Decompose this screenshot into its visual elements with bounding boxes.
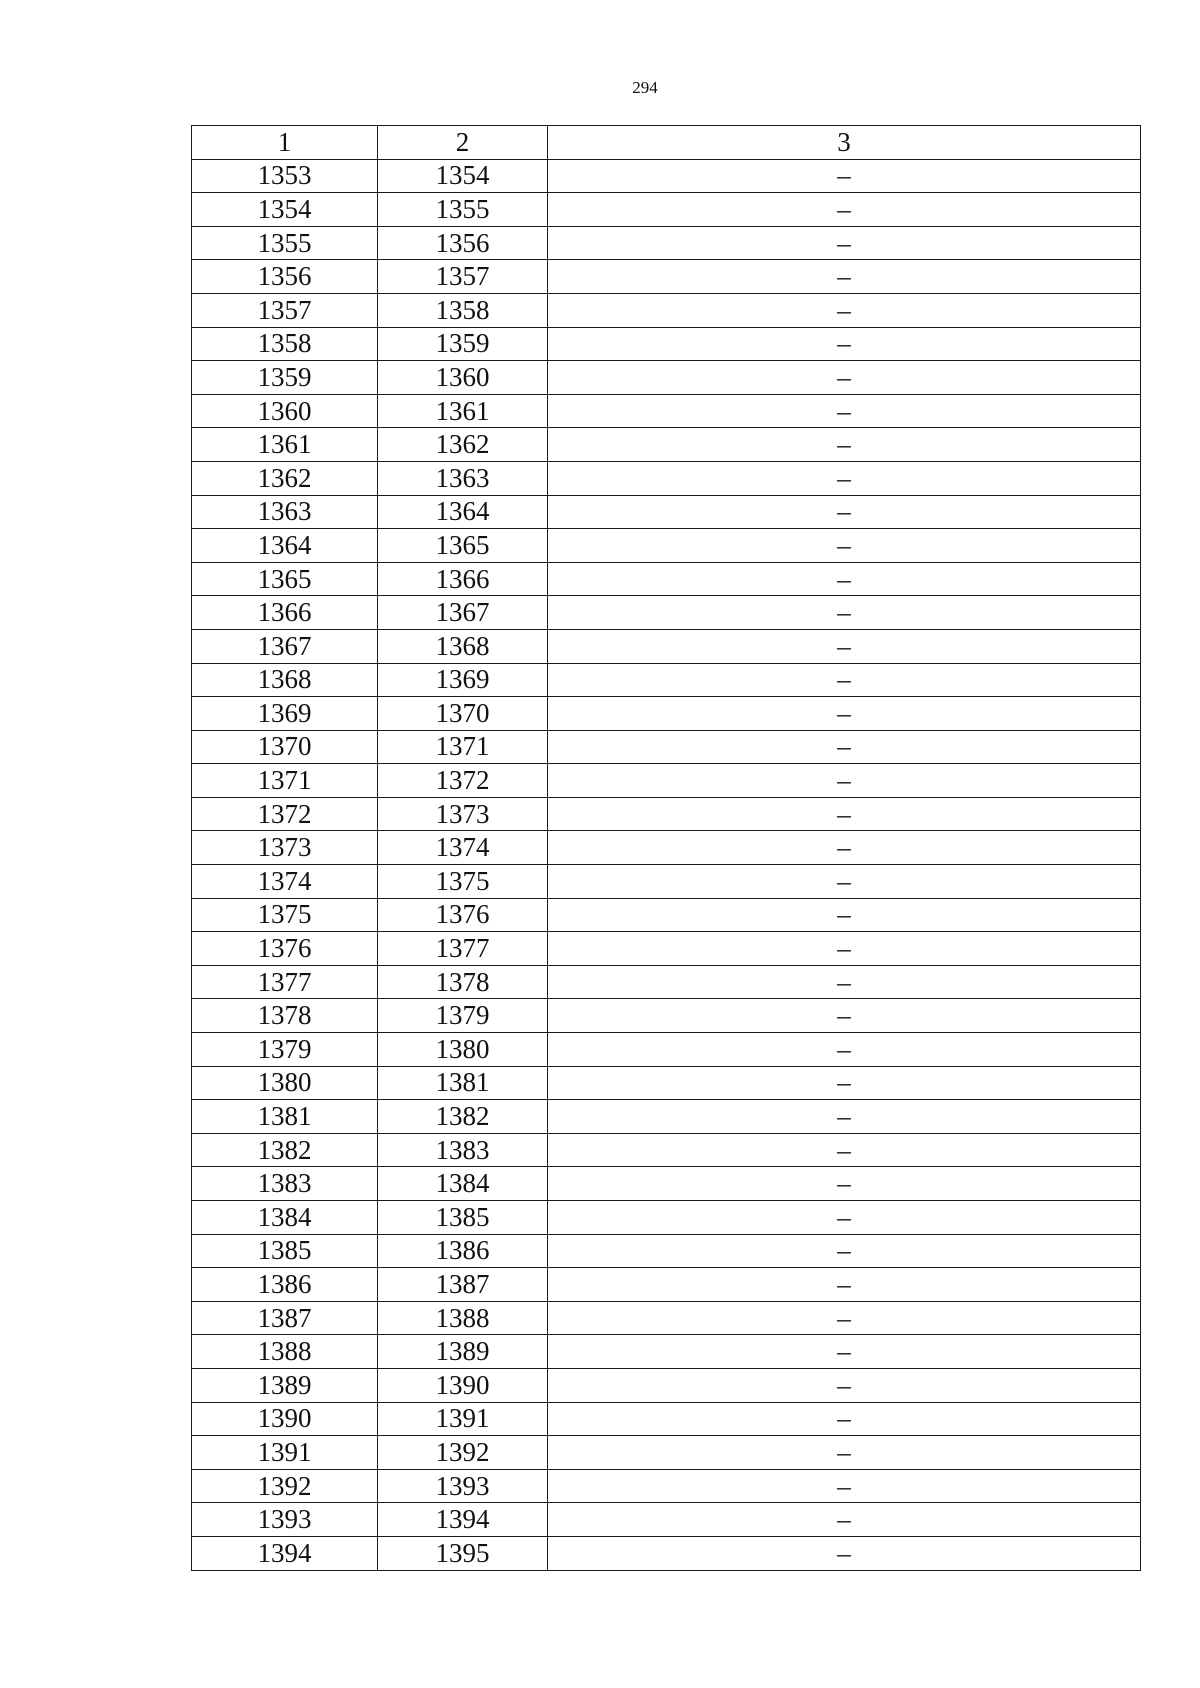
table-cell-col-1: 1363 xyxy=(192,495,378,529)
table-cell-col-3: – xyxy=(548,1436,1141,1470)
table-cell-col-2: 1394 xyxy=(378,1503,548,1537)
table-cell-col-3: – xyxy=(548,159,1141,193)
table-row xyxy=(192,159,1141,193)
table-cell-col-3: – xyxy=(548,260,1141,294)
table-cell-col-2: 1380 xyxy=(378,1033,548,1067)
table-row xyxy=(192,1335,1141,1369)
table-cell-col-2: 1359 xyxy=(378,327,548,361)
table-row xyxy=(192,495,1141,529)
table-cell-col-2: 1383 xyxy=(378,1133,548,1167)
table-cell-col-1: 1372 xyxy=(192,797,378,831)
table-cell-col-1: 1382 xyxy=(192,1133,378,1167)
table-row xyxy=(192,1201,1141,1235)
table-cell-col-3: – xyxy=(548,1167,1141,1201)
table-row xyxy=(192,293,1141,327)
table-cell-col-2: 1364 xyxy=(378,495,548,529)
table-cell-col-1: 1394 xyxy=(192,1536,378,1570)
table-cell-col-1: 1362 xyxy=(192,461,378,495)
table-row xyxy=(192,865,1141,899)
table-cell-col-2: 1370 xyxy=(378,697,548,731)
table-cell-col-3: – xyxy=(548,865,1141,899)
table-cell-col-3: – xyxy=(548,1335,1141,1369)
table-cell-col-3: – xyxy=(548,932,1141,966)
table-cell-col-2: 1389 xyxy=(378,1335,548,1369)
table-cell-col-1: 1385 xyxy=(192,1234,378,1268)
table-cell-col-1: 1356 xyxy=(192,260,378,294)
table-row xyxy=(192,461,1141,495)
table-row xyxy=(192,1402,1141,1436)
table-row xyxy=(192,529,1141,563)
table-cell-col-2: 1363 xyxy=(378,461,548,495)
table-cell-col-2: 1395 xyxy=(378,1536,548,1570)
table-cell-col-2: 1360 xyxy=(378,361,548,395)
table-cell-col-3: – xyxy=(548,1066,1141,1100)
table-row xyxy=(192,1503,1141,1537)
table-cell-col-2: 1367 xyxy=(378,596,548,630)
table-row xyxy=(192,327,1141,361)
table-row xyxy=(192,999,1141,1033)
table-cell-col-2: 1355 xyxy=(378,193,548,227)
table-cell-col-2: 1358 xyxy=(378,293,548,327)
table-cell-col-3: – xyxy=(548,1536,1141,1570)
table-cell-col-1: 1389 xyxy=(192,1368,378,1402)
table-cell-col-3: – xyxy=(548,529,1141,563)
table-cell-col-2: 1384 xyxy=(378,1167,548,1201)
table-row xyxy=(192,898,1141,932)
table-row xyxy=(192,764,1141,798)
table-cell-col-3: – xyxy=(548,361,1141,395)
table-cell-col-1: 1373 xyxy=(192,831,378,865)
table-cell-col-1: 1354 xyxy=(192,193,378,227)
table-cell-col-2: 1369 xyxy=(378,663,548,697)
table-cell-col-1: 1364 xyxy=(192,529,378,563)
table-cell-col-3: – xyxy=(548,495,1141,529)
table-cell-col-3: – xyxy=(548,898,1141,932)
table-cell-col-1: 1380 xyxy=(192,1066,378,1100)
table-cell-col-1: 1379 xyxy=(192,1033,378,1067)
table-cell-col-3: – xyxy=(548,1133,1141,1167)
table-cell-col-2: 1390 xyxy=(378,1368,548,1402)
table-cell-col-2: 1372 xyxy=(378,764,548,798)
table-cell-col-2: 1368 xyxy=(378,629,548,663)
table-cell-col-3: – xyxy=(548,764,1141,798)
table-cell-col-3: – xyxy=(548,193,1141,227)
table-row xyxy=(192,1436,1141,1470)
table-cell-col-3: – xyxy=(548,394,1141,428)
table-cell-col-2: 1382 xyxy=(378,1100,548,1134)
table-cell-col-2: 1386 xyxy=(378,1234,548,1268)
table-cell-col-3: – xyxy=(548,1268,1141,1302)
table-cell-col-3: – xyxy=(548,730,1141,764)
table-cell-col-3: – xyxy=(548,697,1141,731)
table-cell-col-2: 1366 xyxy=(378,562,548,596)
table-cell-col-3: – xyxy=(548,428,1141,462)
table-cell-col-3: – xyxy=(548,327,1141,361)
table-row xyxy=(192,193,1141,227)
table-row xyxy=(192,797,1141,831)
table-cell-col-2: 1381 xyxy=(378,1066,548,1100)
table-cell-col-3: – xyxy=(548,461,1141,495)
table-cell-col-1: 1361 xyxy=(192,428,378,462)
table-cell-col-2: 1374 xyxy=(378,831,548,865)
column-header-2: 2 xyxy=(378,126,548,160)
table-cell-col-3: – xyxy=(548,562,1141,596)
table-cell-col-1: 1374 xyxy=(192,865,378,899)
table-cell-col-1: 1358 xyxy=(192,327,378,361)
table-row xyxy=(192,1268,1141,1302)
table-cell-col-3: – xyxy=(548,1469,1141,1503)
table-cell-col-3: – xyxy=(548,797,1141,831)
table-cell-col-2: 1354 xyxy=(378,159,548,193)
table-cell-col-1: 1357 xyxy=(192,293,378,327)
table-row xyxy=(192,1033,1141,1067)
table-cell-col-3: – xyxy=(548,999,1141,1033)
table-row xyxy=(192,596,1141,630)
table-cell-col-2: 1392 xyxy=(378,1436,548,1470)
table-row xyxy=(192,562,1141,596)
table-row xyxy=(192,1234,1141,1268)
table-cell-col-3: – xyxy=(548,1201,1141,1235)
table-cell-col-2: 1379 xyxy=(378,999,548,1033)
table-cell-col-3: – xyxy=(548,1368,1141,1402)
table-cell-col-1: 1371 xyxy=(192,764,378,798)
table-cell-col-1: 1392 xyxy=(192,1469,378,1503)
table-row xyxy=(192,1133,1141,1167)
table-cell-col-2: 1371 xyxy=(378,730,548,764)
table-cell-col-1: 1355 xyxy=(192,226,378,260)
table-cell-col-3: – xyxy=(548,965,1141,999)
table-cell-col-3: – xyxy=(548,1301,1141,1335)
table-cell-col-1: 1387 xyxy=(192,1301,378,1335)
table-cell-col-3: – xyxy=(548,596,1141,630)
table-cell-col-3: – xyxy=(548,226,1141,260)
table-row xyxy=(192,1167,1141,1201)
table-cell-col-1: 1359 xyxy=(192,361,378,395)
table-row xyxy=(192,629,1141,663)
table-cell-col-1: 1388 xyxy=(192,1335,378,1369)
column-header-3: 3 xyxy=(548,126,1141,160)
table-header-row xyxy=(192,126,1141,160)
table-cell-col-2: 1377 xyxy=(378,932,548,966)
table-cell-col-3: – xyxy=(548,1503,1141,1537)
table-row xyxy=(192,260,1141,294)
table-cell-col-1: 1368 xyxy=(192,663,378,697)
table-cell-col-2: 1356 xyxy=(378,226,548,260)
table-row xyxy=(192,932,1141,966)
table-cell-col-1: 1393 xyxy=(192,1503,378,1537)
table-cell-col-1: 1384 xyxy=(192,1201,378,1235)
table-row xyxy=(192,1066,1141,1100)
table-cell-col-2: 1387 xyxy=(378,1268,548,1302)
table-cell-col-3: – xyxy=(548,1402,1141,1436)
table-row xyxy=(192,226,1141,260)
table-row xyxy=(192,1469,1141,1503)
table-cell-col-3: – xyxy=(548,663,1141,697)
table-cell-col-2: 1376 xyxy=(378,898,548,932)
page-number: 294 xyxy=(632,78,658,97)
table-row xyxy=(192,1100,1141,1134)
table-cell-col-1: 1391 xyxy=(192,1436,378,1470)
table-cell-col-1: 1376 xyxy=(192,932,378,966)
table-cell-col-1: 1367 xyxy=(192,629,378,663)
table-row xyxy=(192,663,1141,697)
table-cell-col-3: – xyxy=(548,1100,1141,1134)
table-cell-col-1: 1369 xyxy=(192,697,378,731)
table-cell-col-2: 1388 xyxy=(378,1301,548,1335)
table-cell-col-2: 1362 xyxy=(378,428,548,462)
table-cell-col-1: 1390 xyxy=(192,1402,378,1436)
table-cell-col-1: 1370 xyxy=(192,730,378,764)
table-row xyxy=(192,831,1141,865)
table-row xyxy=(192,1368,1141,1402)
table-cell-col-1: 1366 xyxy=(192,596,378,630)
table-cell-col-3: – xyxy=(548,1033,1141,1067)
table-cell-col-3: – xyxy=(548,293,1141,327)
table-cell-col-2: 1373 xyxy=(378,797,548,831)
table-cell-col-1: 1383 xyxy=(192,1167,378,1201)
table-row xyxy=(192,1301,1141,1335)
table-cell-col-3: – xyxy=(548,629,1141,663)
table-cell-col-2: 1357 xyxy=(378,260,548,294)
table-cell-col-1: 1377 xyxy=(192,965,378,999)
table-cell-col-2: 1391 xyxy=(378,1402,548,1436)
table-cell-col-1: 1360 xyxy=(192,394,378,428)
table-row xyxy=(192,428,1141,462)
table-cell-col-1: 1386 xyxy=(192,1268,378,1302)
table-cell-col-1: 1375 xyxy=(192,898,378,932)
data-table xyxy=(191,125,1141,1571)
table-row xyxy=(192,361,1141,395)
table-cell-col-3: – xyxy=(548,831,1141,865)
table-cell-col-2: 1375 xyxy=(378,865,548,899)
table-cell-col-1: 1353 xyxy=(192,159,378,193)
table-body xyxy=(192,159,1141,1570)
table-cell-col-2: 1378 xyxy=(378,965,548,999)
table-cell-col-1: 1365 xyxy=(192,562,378,596)
table-row xyxy=(192,697,1141,731)
table-row xyxy=(192,730,1141,764)
table-row xyxy=(192,965,1141,999)
table-cell-col-1: 1381 xyxy=(192,1100,378,1134)
table-row xyxy=(192,394,1141,428)
table-row xyxy=(192,1536,1141,1570)
table-cell-col-3: – xyxy=(548,1234,1141,1268)
table-cell-col-2: 1393 xyxy=(378,1469,548,1503)
column-header-1: 1 xyxy=(192,126,378,160)
table-cell-col-2: 1361 xyxy=(378,394,548,428)
table-cell-col-2: 1385 xyxy=(378,1201,548,1235)
table-cell-col-1: 1378 xyxy=(192,999,378,1033)
table-cell-col-2: 1365 xyxy=(378,529,548,563)
